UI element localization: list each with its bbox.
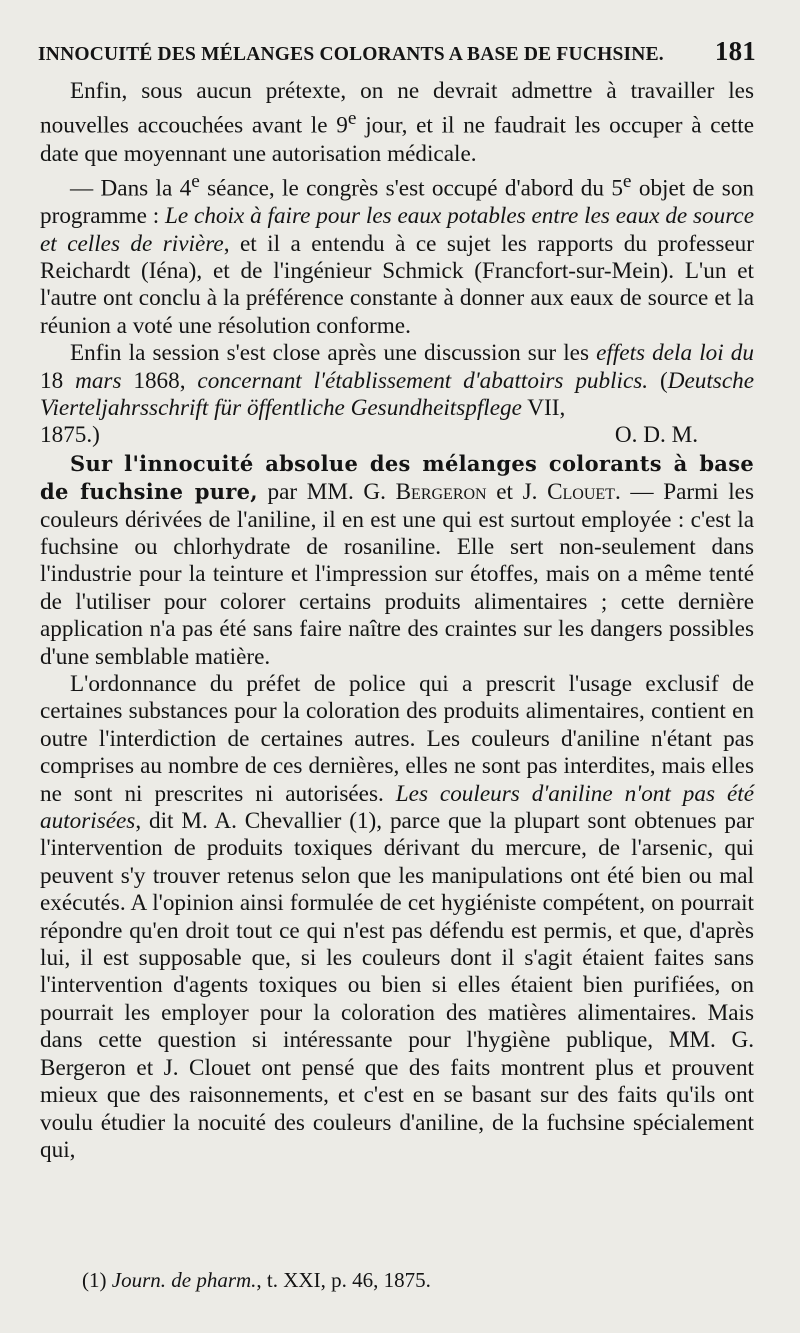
paragraph-4: Sur l'innocuité absolue des mélanges colorants à base de fuchsine pure, par MM. G. Bergeron et J. Clouet. — Parmi les couleurs dérivées de l'aniline, il en est une qui est surtout employée : c'est la fuchsine ou chlorhydrate de rosaniline. Elle sert non-seulement dans l'industrie pour la teinture et l'impression sur étoffes, mais on a même tenté de l'utiliser pour colorer certains produits alimentaires ; cette dernière application n'a pas été sans faire naître des craintes sur les dangers possibles d'une semblable matière. xyxy=(40,450,754,670)
running-title: INNOCUITÉ DES MÉLANGES COLORANTS A BASE DE FUCHSINE. xyxy=(38,44,664,65)
paragraph-3: Enfin la session s'est close après une discussion sur les effets dela loi du 18 mars 1868, concernant l'établissement d'abattoirs publics. (Deutsche Vierteljahrsschrift für öffentliche Gesundheitspflege VII, xyxy=(40,340,755,421)
citation-year: 1875.) xyxy=(40,422,100,449)
body-text xyxy=(40,78,754,1164)
paragraph-2: — Dans la 4e séance, le congrès s'est occupé d'abord du 5e objet de son programme : Le choix à faire pour les eaux potables entre les eaux de source et celles de rivière, et il a entendu à ce sujet les rapports du professeur Reichardt (Iéna), et de l'ingénieur Schmick (Francfort-sur-Mein). L'un et l'autre ont conclu à la préférence constante à donner aux eaux de source et la réunion a voté une résolution conforme. xyxy=(40,170,755,339)
article-title: Sur l'innocuité absolue des mélanges colorants à base de fuchsine pure, xyxy=(40,450,754,505)
paragraph-5: L'ordonnance du préfet de police qui a prescrit l'usage exclusif de certaines substances pour la coloration des produits alimentaires, contient en outre l'interdiction de certaines autres. Les couleurs d'aniline n'étant pas comprises au nombre de ces dernières, elles ne sont pas interdites, mais elles ne sont ni prescrites ni autorisées. Les couleurs d'aniline n'ont pas été autorisées, dit M. A. Chevallier (1), parce que la plupart sont obtenues par l'intervention de produits toxiques dérivant du mercure, de l'arsenic, qui peuvent s'y trouver retenus selon que les manipulations ont été bien ou mal exécutés. A l'opinion ainsi formulée de cet hygiéniste compétent, on pourrait répondre qu'en droit tout ce qui n'est pas défendu est permis, et que, d'après lui, il est supposable que, si les couleurs dont il s'agit étaient faites sans l'intervention d'agents toxiques ou bien si elles étaient bien purifiées, on pourrait les employer pour la coloration des matières alimentaires. Mais dans cette question si intéressante pour l'hygiène publique, MM. G. Bergeron et J. Clouet ont pensé que des faits montrent plus et prouvent mieux que des raisonnements, et c'est en se basant sur des faits qu'ils ont voulu étudier la nocuité des couleurs d'aniline, de la fuchsine spécialement qui, xyxy=(40,671,755,1163)
signature-line xyxy=(40,422,754,449)
running-header xyxy=(38,36,756,67)
page-number: 181 xyxy=(714,36,756,66)
author-signature: O. D. M. xyxy=(614,422,698,449)
footnote: (1) Journ. de pharm., t. XXI, p. 46, 1875. xyxy=(82,1268,431,1292)
paragraph-1: Enfin, sous aucun prétexte, on ne devrait admettre à travailler les nouvelles accouchées avant le 9e jour, et il ne faudrait les occuper à cette date que moyennant une autorisation médicale. xyxy=(40,78,755,167)
